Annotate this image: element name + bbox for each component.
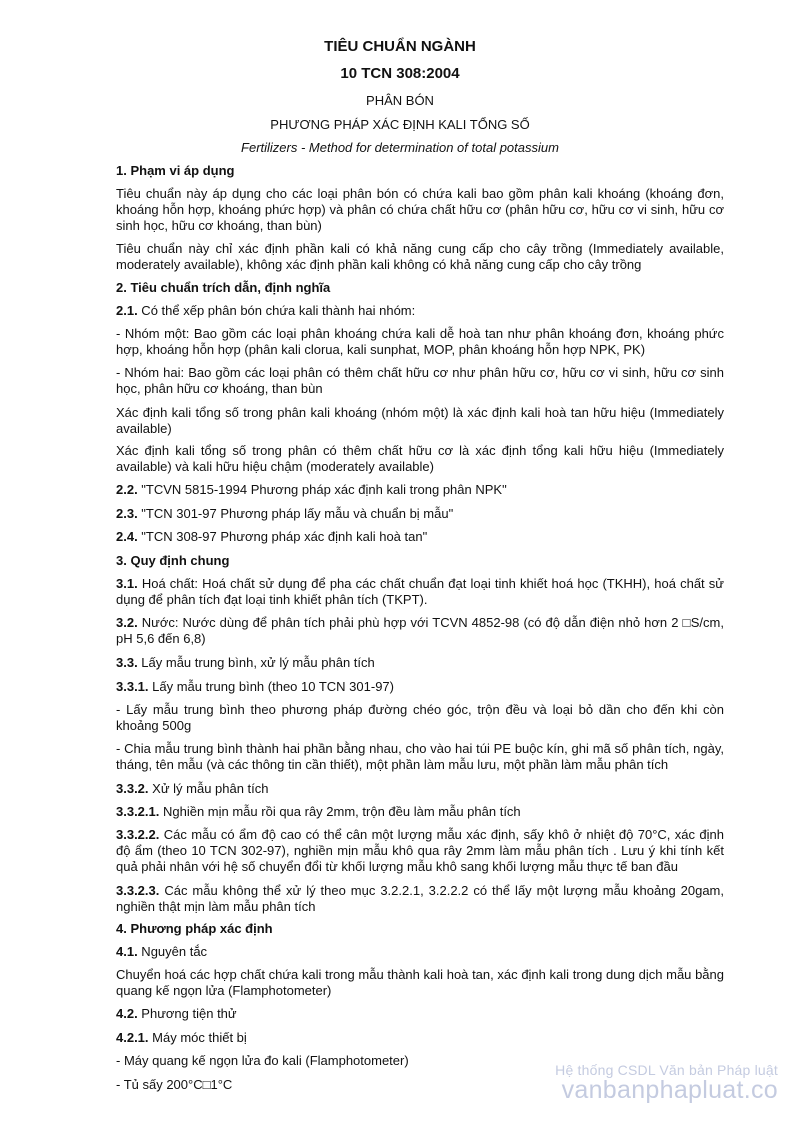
clause-3-1 [116,576,724,608]
section-1-paragraph-2: Tiêu chuẩn này chỉ xác định phần kali có khả năng cung cấp cho cây trồng (Immediately available, moderately available), không xác định phần kali không có khả năng cung cấp cho cây trồng [116,241,724,272]
clause-4-2 [116,1006,724,1022]
clause-number: 3.3.2.3. [116,883,160,898]
clause-text: Nước: Nước dùng để phân tích phải phù hợp với TCVN 4852-98 (có độ dẫn điện nhỏ hơn 2 □S/cm, pH 5,6 đến 6,8) [116,615,724,646]
clause-number: 4.1. [116,944,138,959]
watermark-site: vanbanphapluat.co [561,1076,778,1104]
clause-3-3-2-1 [116,804,724,820]
group-one-paragraph: - Nhóm một: Bao gồm các loại phân khoáng chứa kali dễ hoà tan như phân khoáng đơn, khoáng phức hợp, khoáng hỗn hợp (phân kali clorua, kali sunphat, MOP, phân khoáng hỗn hợp NPK, PK) [116,326,724,357]
sampling-paragraph-a: - Lấy mẫu trung bình theo phương pháp đường chéo góc, trộn đều và loại bỏ dần cho đến khi còn khoảng 500g [116,702,724,733]
clause-text: Hoá chất: Hoá chất sử dụng để pha các chất chuẩn đạt loại tinh khiết hoá học (TKHH), hoá chất sử dụng để phân tích đạt loại tinh khiết phân tích (TKPT). [116,576,724,607]
doc-title: TIÊU CHUẨN NGÀNH [324,38,476,55]
section-2-heading: 2. Tiêu chuẩn trích dẫn, định nghĩa [116,280,331,295]
doc-subject: PHÂN BÓN [366,93,434,108]
clause-text: Xử lý mẫu phân tích [148,781,269,796]
clause-number: 4.2. [116,1006,138,1021]
section-3-heading: 3. Quy định chung [116,553,230,568]
section-1-heading: 1. Phạm vi áp dụng [116,163,235,178]
clause-text: Các mẫu có ẩm độ cao có thể cân một lượng mẫu xác định, sấy khô ở nhiệt độ 70°C, xác định độ ẩm (theo 10 TCN 302-97), nghiền mịn mẫu khô qua rây 2mm làm mẫu phân tích . Lưu ý khi tính kết quả phải nhân với hệ số chuyển đổi từ khối lượng mẫu khô sang khối lượng mẫu thực tế ban đầu [116,827,724,874]
doc-english-title: Fertilizers - Method for determination of total potassium [241,140,559,155]
principle-paragraph: Chuyển hoá các hợp chất chứa kali trong mẫu thành kali hoà tan, xác định kali trong dung dịch mẫu bằng quang kế ngọn lửa (Flamphotometer) [116,967,724,998]
clause-number: 3.1. [116,576,138,591]
doc-code: 10 TCN 308:2004 [340,65,460,82]
clause-number: 2.2. [116,482,138,497]
clause-text: Lấy mẫu trung bình, xử lý mẫu phân tích [137,655,375,670]
section-4-heading: 4. Phương pháp xác định [116,921,273,936]
clause-3-3-2-3 [116,883,724,915]
clause-text: "TCN 301-97 Phương pháp lấy mẫu và chuẩn bị mẫu" [137,506,454,521]
watermark-caption: Hệ thống CSDL Văn bản Pháp luật [555,1062,778,1078]
clause-2-1 [116,303,724,319]
clause-text: "TCN 308-97 Phương pháp xác định kali hoà tan" [137,529,428,544]
clause-number: 3.2. [116,615,138,630]
clause-2-3 [116,506,724,522]
clause-text: Nghiền mịn mẫu rồi qua rây 2mm, trộn đều làm mẫu phân tích [159,804,521,819]
clause-3-2 [116,615,724,647]
clause-4-1 [116,944,724,960]
section-2-paragraph-3: Xác định kali tổng số trong phân kali khoáng (nhóm một) là xác định kali hoà tan hữu hiệu (Immediately available) [116,405,724,436]
clause-number: 3.3.2. [116,781,149,796]
clause-3-3-1 [116,679,724,695]
sampling-paragraph-b: - Chia mẫu trung bình thành hai phần bằng nhau, cho vào hai túi PE buộc kín, ghi mã số phân tích, ngày, tháng, tên mẫu (và các thông tin cần thiết), một phần làm mẫu lưu, một phần làm mẫu phân tích [116,741,724,772]
clause-text: Máy móc thiết bị [148,1030,247,1045]
equipment-item-2: - Tủ sấy 200°C□1°C [116,1077,233,1092]
clause-3-3 [116,655,724,671]
clause-2-2 [116,482,724,498]
section-2-paragraph-4: Xác định kali tổng số trong phân có thêm chất hữu cơ là xác định tổng kali hữu hiệu (Immediately available) và kali hữu hiệu chậm (moderately available) [116,443,724,474]
clause-number: 2.4. [116,529,138,544]
clause-number: 3.3.2.2. [116,827,160,842]
section-1-paragraph-1: Tiêu chuẩn này áp dụng cho các loại phân bón có chứa kali bao gồm phân kali khoáng (khoáng đơn, khoáng hỗn hợp, khoáng phức hợp) và phân có chứa chất hữu cơ (phân hữu cơ, hữu cơ vi sinh, hữu cơ sinh học, hữu cơ khoáng, than bùn) [116,186,724,233]
clause-text: Phương tiện thử [137,1006,237,1021]
clause-number: 4.2.1. [116,1030,149,1045]
clause-number: 2.1. [116,303,138,318]
clause-4-2-1 [116,1030,724,1046]
equipment-item-1: - Máy quang kế ngọn lửa đo kali (Flamphotometer) [116,1053,409,1068]
clause-number: 2.3. [116,506,138,521]
clause-3-3-2 [116,781,724,797]
clause-text: Nguyên tắc [137,944,208,959]
clause-text: Lấy mẫu trung bình (theo 10 TCN 301-97) [148,679,394,694]
clause-3-3-2-2 [116,827,724,875]
clause-text: "TCVN 5815-1994 Phương pháp xác định kali trong phân NPK" [137,482,507,497]
clause-text: Các mẫu không thể xử lý theo mục 3.2.2.1, 3.2.2.2 có thể lấy một lượng mẫu khoảng 20gam, nghiền thật mịn làm mẫu phân tích [116,883,724,914]
doc-method-title: PHƯƠNG PHÁP XÁC ĐỊNH KALI TỔNG SỐ [270,117,530,132]
clause-text: Có thể xếp phân bón chứa kali thành hai nhóm: [137,303,416,318]
clause-number: 3.3. [116,655,138,670]
clause-2-4 [116,529,724,545]
clause-number: 3.3.2.1. [116,804,160,819]
clause-number: 3.3.1. [116,679,149,694]
group-two-paragraph: - Nhóm hai: Bao gồm các loại phân có thêm chất hữu cơ như phân hữu cơ, hữu cơ vi sinh, hữu cơ sinh học, phân hữu cơ khoáng, than bùn [116,365,724,396]
